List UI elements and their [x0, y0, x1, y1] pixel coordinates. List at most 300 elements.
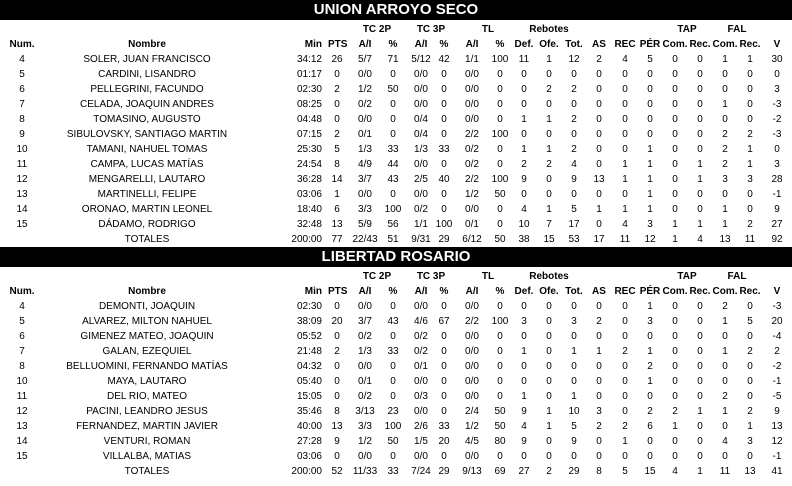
cell-tc2p-ai: 1/3 [358, 144, 372, 155]
total-reb-ofe: 15 [543, 234, 555, 245]
cell-reb-def: 3 [521, 316, 527, 327]
cell-fal-rec: 1 [747, 54, 753, 65]
cell-reb-tot: 0 [571, 69, 577, 80]
cell-fal-com: 1 [722, 406, 728, 417]
col-header-tc2p-pct: % [388, 39, 398, 50]
cell-v: -5 [772, 391, 782, 402]
cell-tc3p-ai: 0/0 [414, 376, 428, 387]
total-tc3p-ai: 9/31 [411, 234, 431, 245]
cell-rec: 0 [622, 301, 628, 312]
cell-tc3p-pct: 0 [441, 114, 447, 125]
cell-tl-pct: 0 [497, 451, 503, 462]
cell-tc3p-ai: 0/0 [414, 301, 428, 312]
cell-pts: 2 [334, 84, 340, 95]
total-rec: 11 [619, 234, 631, 245]
cell-fal-rec: 0 [747, 204, 753, 215]
cell-fal-com: 0 [722, 84, 728, 95]
total-tl-pct: 69 [494, 466, 506, 477]
cell-tc3p-ai: 0/2 [414, 204, 428, 215]
cell-fal-rec: 0 [747, 84, 753, 95]
cell-v: 3 [774, 84, 780, 95]
cell-tap-rec: 0 [697, 346, 703, 357]
col-header-tap-rec: Rec. [689, 39, 711, 50]
col-header-as: AS [592, 39, 606, 50]
cell-tap-com: 0 [672, 174, 678, 185]
cell-as: 0 [596, 331, 602, 342]
cell-fal-rec: 0 [747, 69, 753, 80]
cell-pts: 8 [334, 159, 340, 170]
cell-reb-tot: 17 [568, 219, 580, 230]
cell-rec: 0 [622, 361, 628, 372]
cell-reb-def: 10 [518, 219, 530, 230]
cell-tc3p-ai: 1/5 [414, 436, 428, 447]
cell-num: 6 [19, 331, 25, 342]
cell-tl-ai: 0/2 [465, 159, 479, 170]
total-min: 200:00 [291, 466, 322, 477]
cell-reb-tot: 0 [571, 376, 577, 387]
cell-tl-ai: 2/2 [465, 129, 479, 140]
player-row [0, 344, 792, 359]
cell-per: 0 [647, 129, 653, 140]
group-header-rebotes: Rebotes [529, 24, 569, 35]
cell-tc2p-ai: 0/0 [358, 451, 372, 462]
total-tl-pct: 50 [494, 234, 506, 245]
player-row [0, 314, 792, 329]
cell-tap-rec: 0 [697, 301, 703, 312]
cell-tc3p-pct: 20 [438, 436, 450, 447]
total-fal-com: 11 [719, 466, 731, 477]
cell-tc3p-pct: 0 [441, 376, 447, 387]
cell-rec: 0 [622, 129, 628, 140]
cell-fal-com: 0 [722, 114, 728, 125]
cell-tc2p-ai: 0/0 [358, 114, 372, 125]
cell-tap-com: 1 [672, 219, 678, 230]
cell-nombre: MARTINELLI, FELIPE [97, 189, 197, 200]
cell-tc3p-pct: 33 [438, 421, 450, 432]
col-header-rec: REC [614, 286, 636, 297]
cell-rec: 2 [622, 421, 628, 432]
cell-tl-pct: 0 [497, 114, 503, 125]
group-header-rebotes: Rebotes [529, 271, 569, 282]
cell-pts: 0 [334, 391, 340, 402]
cell-fal-rec: 0 [747, 301, 753, 312]
cell-num: 5 [19, 69, 25, 80]
cell-tc3p-ai: 0/2 [414, 331, 428, 342]
total-as: 17 [593, 234, 605, 245]
cell-tc3p-pct: 100 [435, 219, 453, 230]
cell-as: 0 [596, 189, 602, 200]
cell-nombre: VENTURI, ROMAN [103, 436, 191, 447]
cell-reb-ofe: 0 [546, 189, 552, 200]
cell-tl-ai: 0/2 [465, 144, 479, 155]
cell-v: 9 [774, 406, 780, 417]
group-header-fal: FAL [727, 24, 747, 35]
player-row [0, 359, 792, 374]
cell-tc2p-pct: 0 [390, 129, 396, 140]
cell-tl-pct: 0 [497, 331, 503, 342]
cell-reb-tot: 4 [571, 159, 577, 170]
cell-tap-com: 0 [672, 84, 678, 95]
cell-num: 14 [16, 204, 28, 215]
player-row [0, 142, 792, 157]
cell-tc2p-pct: 0 [390, 99, 396, 110]
cell-reb-def: 11 [518, 54, 530, 65]
cell-tl-pct: 0 [497, 84, 503, 95]
cell-min: 25:30 [296, 144, 322, 155]
cell-per: 1 [647, 189, 653, 200]
col-header-per: PÉR [639, 286, 661, 297]
cell-tl-pct: 50 [494, 406, 506, 417]
cell-tc2p-pct: 0 [390, 189, 396, 200]
cell-as: 1 [596, 204, 602, 215]
cell-reb-ofe: 0 [546, 331, 552, 342]
cell-nombre: ORONAO, MARTIN LEONEL [81, 204, 213, 215]
cell-tl-ai: 1/2 [465, 189, 479, 200]
cell-nombre: PACINI, LEANDRO JESUS [86, 406, 208, 417]
cell-reb-def: 2 [521, 159, 527, 170]
cell-tap-rec: 0 [697, 69, 703, 80]
cell-reb-ofe: 1 [546, 204, 552, 215]
col-header-num: Num. [9, 286, 35, 297]
cell-tc3p-ai: 0/1 [414, 361, 428, 372]
cell-rec: 0 [622, 99, 628, 110]
cell-tc2p-ai: 0/2 [358, 99, 372, 110]
column-header-row [0, 284, 792, 299]
total-fal-rec: 13 [744, 466, 756, 477]
cell-tc2p-pct: 71 [387, 54, 399, 65]
cell-fal-com: 1 [722, 316, 728, 327]
total-tc3p-ai: 7/24 [411, 466, 431, 477]
cell-tc3p-ai: 5/12 [411, 54, 431, 65]
cell-tc2p-pct: 0 [390, 301, 396, 312]
cell-tl-ai: 0/0 [465, 451, 479, 462]
cell-pts: 0 [334, 99, 340, 110]
cell-reb-def: 0 [521, 129, 527, 140]
cell-tl-pct: 0 [497, 99, 503, 110]
cell-reb-ofe: 2 [546, 84, 552, 95]
cell-nombre: TOMASINO, AUGUSTO [93, 114, 201, 125]
cell-tc2p-ai: 0/0 [358, 361, 372, 372]
total-tc3p-pct: 29 [438, 466, 450, 477]
cell-num: 15 [16, 219, 28, 230]
player-row [0, 97, 792, 112]
cell-pts: 0 [334, 376, 340, 387]
cell-nombre: BELLUOMINI, FERNANDO MATÍAS [66, 361, 228, 372]
cell-reb-ofe: 1 [546, 54, 552, 65]
cell-tc2p-ai: 3/3 [358, 204, 372, 215]
cell-tap-rec: 0 [697, 316, 703, 327]
cell-reb-def: 0 [521, 376, 527, 387]
cell-fal-com: 1 [722, 204, 728, 215]
cell-tc3p-pct: 0 [441, 189, 447, 200]
cell-tc3p-pct: 42 [438, 54, 450, 65]
cell-tap-com: 0 [672, 144, 678, 155]
col-header-fal-rec: Rec. [739, 286, 761, 297]
cell-tc3p-pct: 67 [438, 316, 450, 327]
cell-tap-rec: 0 [697, 204, 703, 215]
cell-tc2p-ai: 3/13 [355, 406, 375, 417]
cell-reb-ofe: 0 [546, 391, 552, 402]
cell-fal-rec: 1 [747, 421, 753, 432]
cell-tc3p-ai: 0/0 [414, 69, 428, 80]
cell-tap-rec: 0 [697, 331, 703, 342]
player-row [0, 217, 792, 232]
cell-reb-tot: 3 [571, 316, 577, 327]
cell-tc2p-pct: 56 [387, 219, 399, 230]
cell-tc2p-ai: 0/1 [358, 376, 372, 387]
cell-fal-rec: 1 [747, 144, 753, 155]
cell-reb-ofe: 1 [546, 144, 552, 155]
cell-as: 13 [593, 174, 605, 185]
cell-num: 14 [16, 436, 28, 447]
col-header-tl-pct: % [495, 286, 505, 297]
total-per: 12 [644, 234, 656, 245]
cell-num: 11 [16, 159, 28, 170]
cell-num: 5 [19, 316, 25, 327]
cell-tc2p-ai: 0/0 [358, 189, 372, 200]
cell-nombre: MAYA, LAUTARO [107, 376, 187, 387]
cell-per: 1 [647, 174, 653, 185]
cell-tl-pct: 100 [491, 129, 509, 140]
group-header-tl: TL [481, 24, 495, 35]
cell-tc2p-pct: 0 [390, 361, 396, 372]
cell-tap-rec: 0 [697, 421, 703, 432]
player-row [0, 52, 792, 67]
cell-tl-pct: 0 [497, 361, 503, 372]
player-row [0, 172, 792, 187]
cell-v: 12 [771, 436, 783, 447]
col-header-min: Min [304, 286, 322, 297]
cell-min: 02:30 [296, 301, 322, 312]
cell-pts: 13 [331, 219, 343, 230]
cell-min: 36:28 [296, 174, 322, 185]
total-tap-rec: 4 [697, 234, 703, 245]
total-reb-ofe: 2 [546, 466, 552, 477]
cell-fal-rec: 1 [747, 159, 753, 170]
cell-reb-tot: 10 [568, 406, 580, 417]
cell-tc2p-pct: 50 [387, 84, 399, 95]
cell-tc3p-ai: 0/0 [414, 189, 428, 200]
player-row [0, 157, 792, 172]
cell-tc2p-pct: 0 [390, 331, 396, 342]
cell-reb-ofe: 0 [546, 174, 552, 185]
cell-reb-tot: 0 [571, 301, 577, 312]
cell-reb-tot: 0 [571, 331, 577, 342]
col-header-as: AS [592, 286, 606, 297]
col-header-reb-def: Def. [514, 39, 534, 50]
player-row [0, 374, 792, 389]
cell-reb-tot: 5 [571, 204, 577, 215]
cell-tap-com: 0 [672, 159, 678, 170]
cell-tc2p-ai: 0/2 [358, 391, 372, 402]
cell-pts: 1 [334, 189, 340, 200]
cell-tc3p-ai: 1/3 [414, 144, 428, 155]
cell-v: -4 [772, 331, 782, 342]
cell-v: 28 [771, 174, 783, 185]
cell-per: 3 [647, 316, 653, 327]
cell-per: 1 [647, 204, 653, 215]
cell-min: 18:40 [296, 204, 322, 215]
player-row [0, 389, 792, 404]
cell-tc2p-ai: 0/0 [358, 69, 372, 80]
cell-per: 6 [647, 421, 653, 432]
cell-tap-com: 0 [672, 69, 678, 80]
col-header-tc3p-pct: % [439, 286, 449, 297]
col-header-reb-def: Def. [514, 286, 534, 297]
cell-tl-pct: 0 [497, 391, 503, 402]
cell-tap-rec: 0 [697, 376, 703, 387]
cell-reb-tot: 5 [571, 421, 577, 432]
player-row [0, 434, 792, 449]
cell-fal-com: 1 [722, 99, 728, 110]
cell-nombre: DÁDAMO, RODRIGO [98, 219, 196, 230]
cell-tc2p-pct: 44 [387, 159, 399, 170]
cell-per: 0 [647, 436, 653, 447]
total-reb-tot: 29 [568, 466, 580, 477]
cell-tc3p-pct: 0 [441, 159, 447, 170]
cell-fal-rec: 2 [747, 406, 753, 417]
cell-tc2p-pct: 43 [387, 316, 399, 327]
cell-tl-ai: 1/1 [465, 54, 479, 65]
cell-nombre: MENGARELLI, LAUTARO [88, 174, 206, 185]
cell-reb-tot: 0 [571, 99, 577, 110]
cell-reb-def: 9 [521, 436, 527, 447]
cell-tl-ai: 0/1 [465, 219, 479, 230]
cell-tap-rec: 0 [697, 391, 703, 402]
cell-reb-tot: 2 [571, 84, 577, 95]
cell-reb-ofe: 7 [546, 219, 552, 230]
cell-pts: 6 [334, 204, 340, 215]
cell-tl-pct: 0 [497, 346, 503, 357]
cell-reb-tot: 9 [571, 436, 577, 447]
cell-reb-ofe: 0 [546, 376, 552, 387]
cell-tap-com: 0 [672, 114, 678, 125]
cell-as: 3 [596, 406, 602, 417]
cell-rec: 0 [622, 406, 628, 417]
cell-fal-com: 1 [722, 54, 728, 65]
cell-num: 8 [19, 114, 25, 125]
cell-v: 20 [771, 316, 783, 327]
cell-nombre: GALAN, EZEQUIEL [102, 346, 192, 357]
cell-tap-com: 0 [672, 346, 678, 357]
player-row [0, 127, 792, 142]
cell-rec: 0 [622, 391, 628, 402]
cell-tl-pct: 80 [494, 436, 506, 447]
player-row [0, 187, 792, 202]
cell-tap-com: 0 [672, 451, 678, 462]
cell-pts: 0 [334, 331, 340, 342]
cell-tl-ai: 1/2 [465, 421, 479, 432]
cell-tc3p-pct: 0 [441, 99, 447, 110]
cell-tap-rec: 1 [697, 159, 703, 170]
col-header-per: PÉR [639, 39, 661, 50]
cell-tc3p-ai: 4/6 [414, 316, 428, 327]
cell-tl-ai: 2/2 [465, 174, 479, 185]
cell-tc2p-pct: 50 [387, 436, 399, 447]
cell-per: 0 [647, 391, 653, 402]
cell-tl-ai: 0/0 [465, 361, 479, 372]
cell-fal-rec: 3 [747, 436, 753, 447]
col-header-rec: REC [614, 39, 636, 50]
cell-reb-def: 1 [521, 144, 527, 155]
cell-tc3p-pct: 0 [441, 391, 447, 402]
cell-min: 01:17 [296, 69, 322, 80]
cell-as: 0 [596, 361, 602, 372]
cell-tc2p-ai: 0/0 [358, 301, 372, 312]
cell-fal-rec: 5 [747, 316, 753, 327]
cell-as: 1 [596, 346, 602, 357]
cell-fal-rec: 0 [747, 189, 753, 200]
cell-nombre: VILLALBA, MATIAS [102, 451, 192, 462]
group-header-tap: TAP [677, 271, 697, 282]
cell-tl-pct: 50 [494, 189, 506, 200]
cell-tl-pct: 0 [497, 204, 503, 215]
cell-min: 03:06 [296, 189, 322, 200]
cell-pts: 2 [334, 346, 340, 357]
cell-min: 04:48 [296, 114, 322, 125]
cell-num: 8 [19, 361, 25, 372]
cell-tap-com: 0 [672, 204, 678, 215]
player-row [0, 67, 792, 82]
total-pts: 77 [331, 234, 343, 245]
player-row [0, 449, 792, 464]
cell-fal-com: 3 [722, 174, 728, 185]
col-header-reb-tot: Tot. [565, 39, 583, 50]
col-header-tc3p-pct: % [439, 39, 449, 50]
cell-pts: 2 [334, 129, 340, 140]
total-fal-com: 13 [719, 234, 731, 245]
cell-tap-rec: 0 [697, 451, 703, 462]
cell-per: 1 [647, 301, 653, 312]
cell-reb-def: 0 [521, 451, 527, 462]
col-header-fal-com: Com. [712, 286, 738, 297]
cell-tl-pct: 100 [491, 174, 509, 185]
col-header-tc2p-ai: A/I [358, 39, 372, 50]
cell-tl-pct: 0 [497, 219, 503, 230]
col-header-nombre: Nombre [128, 286, 166, 297]
cell-tap-com: 0 [672, 129, 678, 140]
cell-reb-ofe: 0 [546, 346, 552, 357]
cell-fal-com: 2 [722, 129, 728, 140]
cell-reb-def: 0 [521, 331, 527, 342]
cell-tl-ai: 0/0 [465, 331, 479, 342]
cell-tap-rec: 0 [697, 436, 703, 447]
cell-tc3p-pct: 0 [441, 406, 447, 417]
cell-num: 4 [19, 54, 25, 65]
cell-tc2p-ai: 3/7 [358, 316, 372, 327]
col-header-pts: PTS [328, 39, 348, 50]
cell-tl-ai: 0/0 [465, 376, 479, 387]
col-header-v: V [773, 39, 781, 50]
cell-tap-rec: 1 [697, 174, 703, 185]
cell-fal-com: 2 [722, 301, 728, 312]
cell-tap-rec: 0 [697, 144, 703, 155]
cell-v: 2 [774, 346, 780, 357]
cell-reb-ofe: 0 [546, 436, 552, 447]
cell-fal-com: 0 [722, 451, 728, 462]
cell-per: 0 [647, 114, 653, 125]
cell-tc2p-pct: 0 [390, 69, 396, 80]
cell-num: 9 [19, 129, 25, 140]
cell-per: 1 [647, 159, 653, 170]
cell-min: 24:54 [296, 159, 322, 170]
cell-v: -2 [772, 361, 782, 372]
cell-num: 11 [16, 391, 28, 402]
cell-reb-ofe: 1 [546, 114, 552, 125]
total-tc2p-ai: 22/43 [352, 234, 378, 245]
col-header-fal-rec: Rec. [739, 39, 761, 50]
cell-rec: 0 [622, 144, 628, 155]
